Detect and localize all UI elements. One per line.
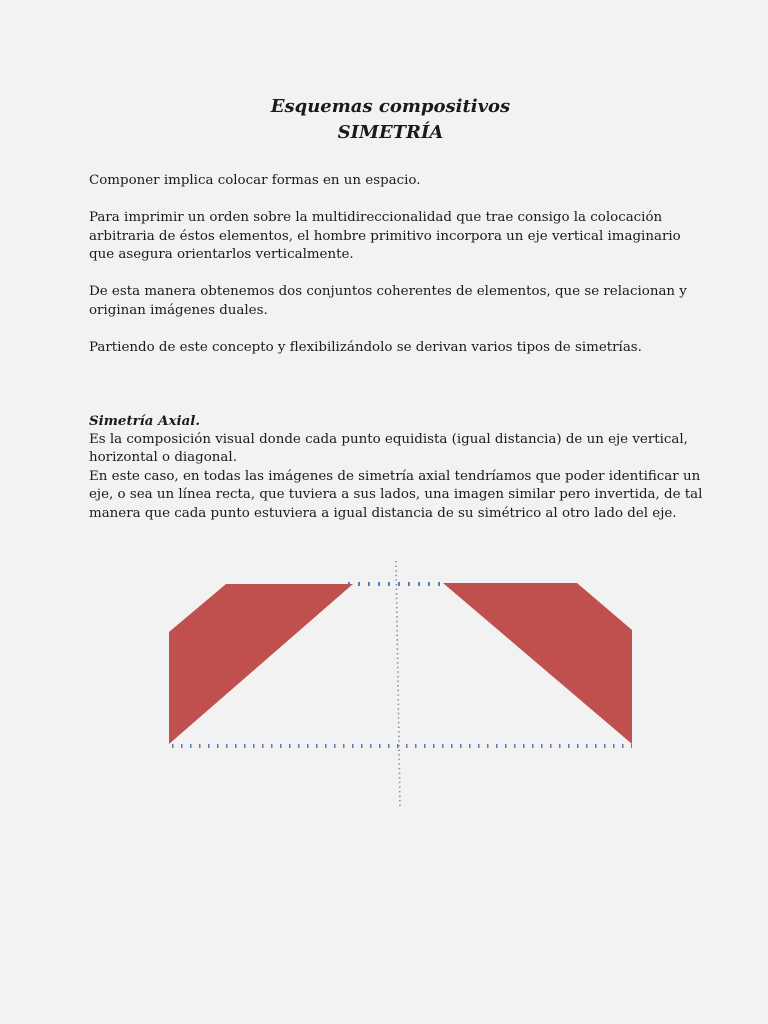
intro-paragraph-4: Partiendo de este concepto y flexibilizándolo se derivan varios tipos de simetrías. <box>89 339 642 355</box>
axial-symmetry-diagram <box>160 555 640 815</box>
title-block <box>0 94 768 146</box>
intro-paragraph-3: De esta manera obtenemos dos conjuntos coherentes de elementos, que se relacionan y originan imágenes duales. <box>89 284 687 318</box>
intro-paragraph-2: Para imprimir un orden sobre la multidireccionalidad que trae consigo la colocación arbitraria de éstos elementos, el hombre primitivo incorpora un eje vertical imaginario que asegura orientarlos verticalmente. <box>89 210 681 262</box>
document-title: Esquemas compositivos <box>270 96 511 117</box>
section-heading-axial: Simetría Axial. <box>89 413 200 429</box>
document-subtitle: SIMETRÍA <box>337 122 444 143</box>
axial-paragraph-1: Es la composición visual donde cada punto equidista (igual distancia) de un eje vertical, horizontal o diagonal. <box>89 431 688 465</box>
intro-paragraph-1: Componer implica colocar formas en un espacio. <box>89 173 421 188</box>
vertical-axis <box>396 561 400 807</box>
axial-paragraph-2: En este caso, en todas las imágenes de simetría axial tendríamos que poder identificar un eje, o sea un línea recta, que tuviera a sus lados, una imagen similar pero invertida, de tal manera que cada punto estuviera a igual distancia de su simétrico al otro lado del eje. <box>89 468 703 521</box>
right-shape <box>443 583 632 744</box>
document-body <box>89 172 709 523</box>
axial-symmetry-figure <box>160 555 640 815</box>
left-shape <box>169 584 353 744</box>
